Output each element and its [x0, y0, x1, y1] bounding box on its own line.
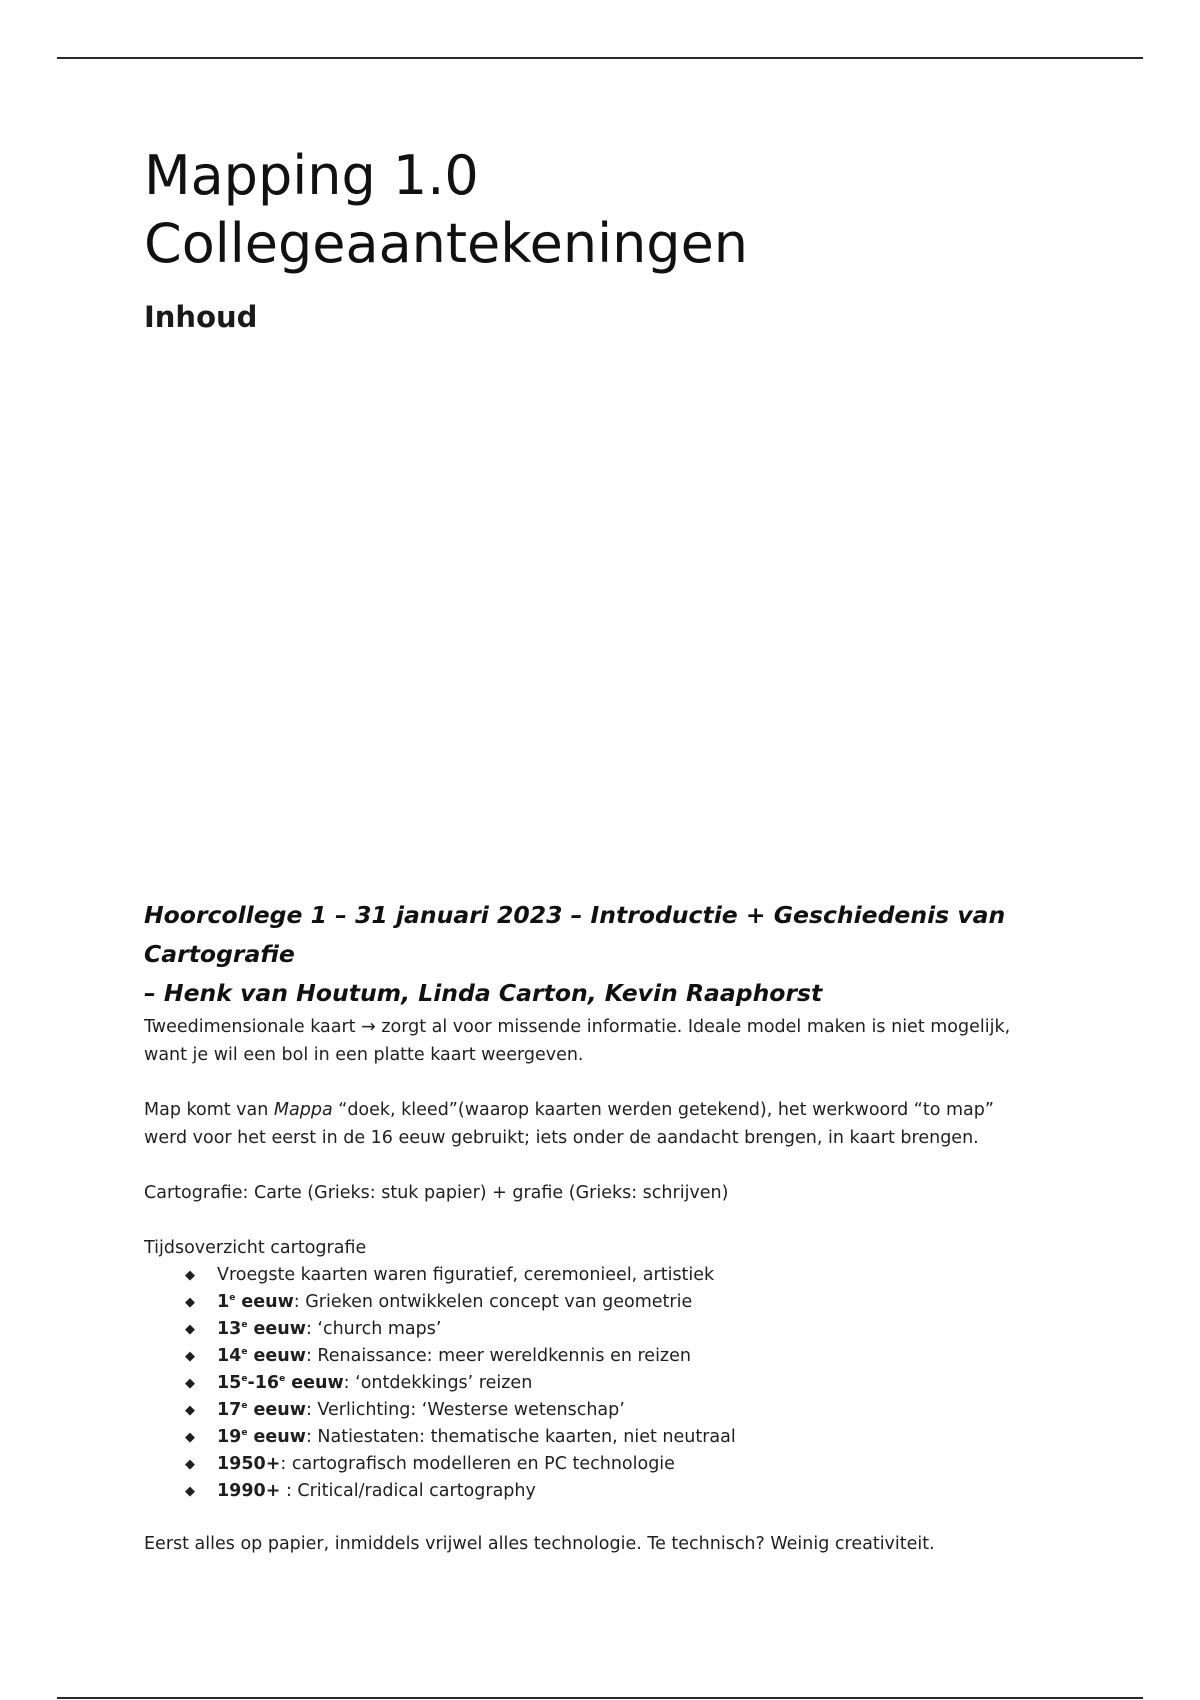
- timeline-item-period: 1990+: [217, 1481, 281, 1501]
- paragraph-two-dimensional-map: [144, 1013, 1064, 1069]
- timeline-item-text: : Grieken ontwikkelen concept van geometrie: [293, 1292, 693, 1312]
- timeline-item-text: Vroegste kaarten waren figuratief, ceremonieel, artistiek: [217, 1265, 715, 1285]
- diamond-bullet-icon: ◆: [185, 1322, 195, 1337]
- timeline-item: [185, 1370, 1064, 1397]
- timeline-item-period-suffix: eeuw: [285, 1373, 344, 1393]
- timeline-item-superscript: e: [241, 1320, 248, 1330]
- timeline-item: [185, 1478, 1064, 1505]
- diamond-bullet-icon: ◆: [185, 1268, 195, 1283]
- paragraph-2-prefix: Map komt van: [144, 1100, 274, 1120]
- timeline-item-period-suffix: eeuw: [247, 1319, 306, 1339]
- lecture-section: [144, 896, 1064, 1558]
- document-title: [144, 142, 748, 278]
- timeline-item-period: 19: [217, 1427, 242, 1447]
- timeline-item-superscript: e: [241, 1401, 248, 1411]
- timeline-item-period-range: -16: [247, 1373, 280, 1393]
- timeline-item-superscript: e: [241, 1374, 248, 1384]
- timeline-item-superscript: e: [229, 1293, 236, 1303]
- timeline-list: [144, 1262, 1064, 1505]
- timeline-item-period: 13: [217, 1319, 242, 1339]
- timeline-item-text: : cartografisch modelleren en PC technologie: [280, 1454, 675, 1474]
- paragraph-2-rest: “doek, kleed”(waarop kaarten werden getekend), het werkwoord “to map”: [332, 1100, 994, 1120]
- diamond-bullet-icon: ◆: [185, 1457, 195, 1472]
- timeline-item-period-suffix: eeuw: [247, 1346, 306, 1366]
- title-line-1: Mapping 1.0: [144, 144, 479, 207]
- timeline-item-text: : ‘church maps’: [305, 1319, 442, 1339]
- top-rule: [57, 57, 1143, 59]
- timeline-item-text: : Renaissance: meer wereldkennis en reizen: [305, 1346, 691, 1366]
- paragraph-2-italic-word: Mappa: [273, 1100, 333, 1120]
- paragraph-1-line-2: want je wil een bol in een platte kaart weergeven.: [144, 1045, 584, 1065]
- paragraph-map-etymology: [144, 1096, 1064, 1152]
- timeline-intro: Tijdsoverzicht cartografie: [144, 1238, 367, 1258]
- diamond-bullet-icon: ◆: [185, 1484, 195, 1499]
- timeline-item-period-suffix: eeuw: [247, 1400, 306, 1420]
- paragraph-2-line-2: werd voor het eerst in de 16 eeuw gebruikt; iets onder de aandacht brengen, in kaart brengen.: [144, 1128, 979, 1148]
- diamond-bullet-icon: ◆: [185, 1295, 195, 1310]
- lecture-heading-line-2: – Henk van Houtum, Linda Carton, Kevin Raaphorst: [144, 979, 823, 1007]
- title-line-2: Collegeaantekeningen: [144, 212, 749, 275]
- timeline-item-text: : ‘ontdekkings’ reizen: [343, 1373, 533, 1393]
- timeline-item-superscript: e: [241, 1347, 248, 1357]
- timeline-item: [185, 1316, 1064, 1343]
- timeline-item-period-suffix: eeuw: [247, 1427, 306, 1447]
- bottom-rule: [57, 1697, 1143, 1699]
- timeline-item-period: 1950+: [217, 1454, 281, 1474]
- lecture-heading-line-1: Hoorcollege 1 – 31 januari 2023 – Introductie + Geschiedenis van Cartografie: [144, 901, 1006, 968]
- diamond-bullet-icon: ◆: [185, 1376, 195, 1391]
- timeline-item-period: 1: [217, 1292, 230, 1312]
- timeline-item-text: : Natiestaten: thematische kaarten, niet neutraal: [305, 1427, 736, 1447]
- paragraph-1-line-1: Tweedimensionale kaart → zorgt al voor missende informatie. Ideale model maken is niet mogelijk,: [144, 1017, 1011, 1037]
- paragraph-conclusion: Eerst alles op papier, inmiddels vrijwel alles technologie. Te technisch? Weinig creativiteit.: [144, 1534, 935, 1554]
- timeline-item-text: : Critical/radical cartography: [280, 1481, 536, 1501]
- timeline-item: [185, 1343, 1064, 1370]
- diamond-bullet-icon: ◆: [185, 1349, 195, 1364]
- timeline-item-superscript-2: e: [279, 1374, 286, 1384]
- diamond-bullet-icon: ◆: [185, 1403, 195, 1418]
- diamond-bullet-icon: ◆: [185, 1430, 195, 1445]
- lecture-heading: [144, 896, 1064, 1013]
- timeline-item: [185, 1397, 1064, 1424]
- table-of-contents-heading: Inhoud: [144, 300, 258, 334]
- timeline-item: [185, 1424, 1064, 1451]
- timeline-item: [185, 1451, 1064, 1478]
- timeline-item-superscript: e: [241, 1428, 248, 1438]
- timeline-item-period-suffix: eeuw: [235, 1292, 294, 1312]
- paragraph-cartography-definition: Cartografie: Carte (Grieks: stuk papier) + grafie (Grieks: schrijven): [144, 1183, 729, 1203]
- timeline-item-period: 15: [217, 1373, 242, 1393]
- timeline-item-period: 14: [217, 1346, 242, 1366]
- timeline-item: [185, 1289, 1064, 1316]
- timeline-item-text: : Verlichting: ‘Westerse wetenschap’: [305, 1400, 625, 1420]
- timeline-item-period: 17: [217, 1400, 242, 1420]
- timeline-item: [185, 1262, 1064, 1289]
